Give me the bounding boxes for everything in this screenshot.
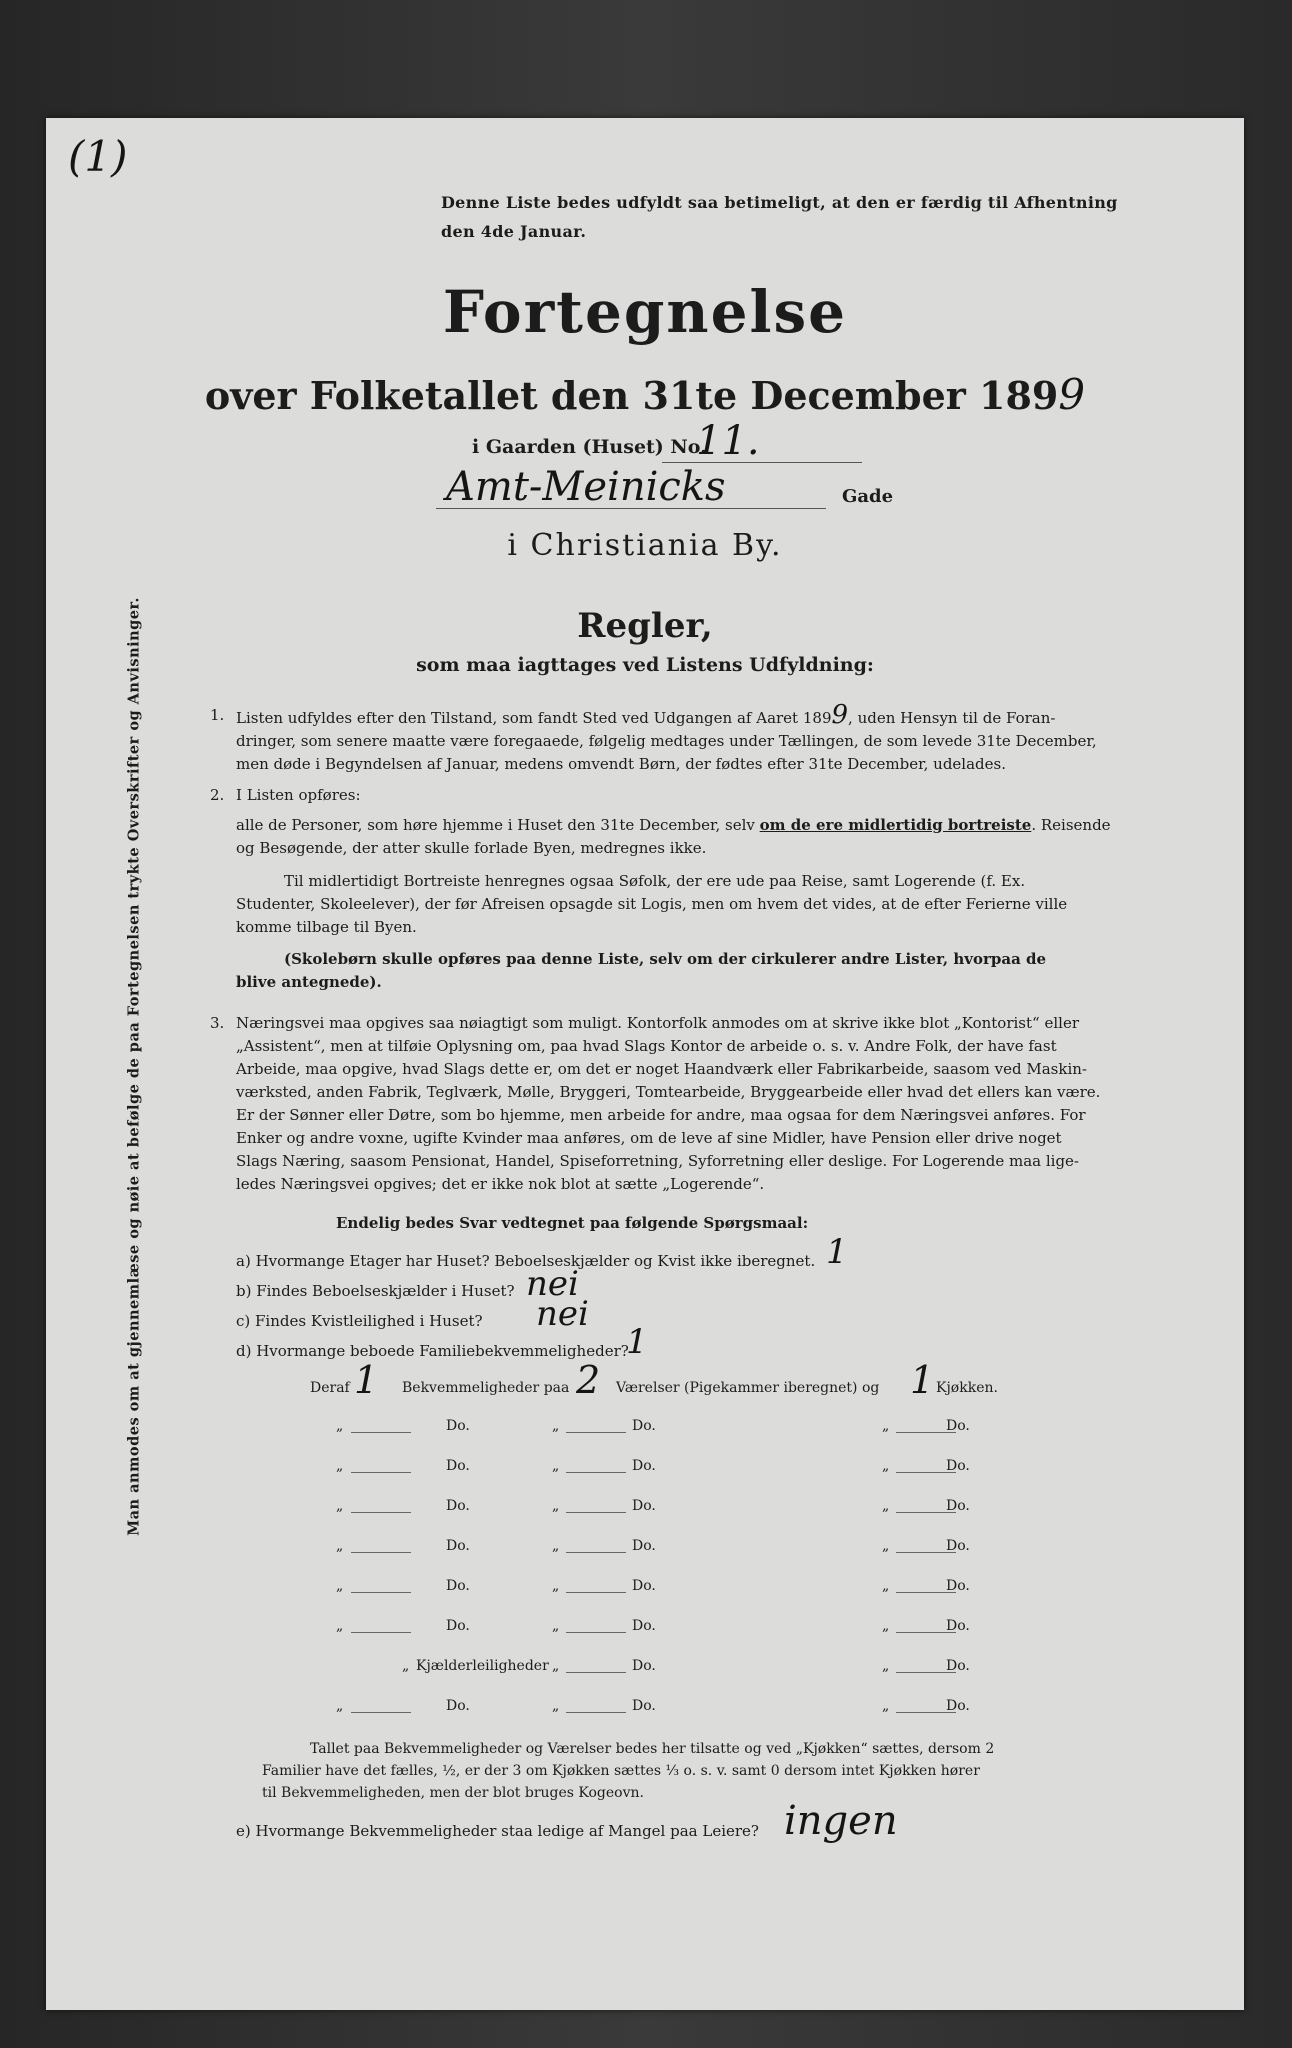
question-e-label: e) Hvormange Bekvemmeligheder staa ledige af Mangel paa Leiere? (236, 1822, 759, 1840)
rule-2-para2 (236, 870, 1136, 893)
quote-mark: „ (336, 1418, 344, 1434)
rule-2-head: I Listen opføres: (236, 786, 361, 804)
blank-line (566, 1552, 626, 1553)
blank-line (566, 1672, 626, 1673)
quote-mark: „ (552, 1498, 560, 1514)
ditto-mark: Do. (632, 1578, 656, 1594)
questions-intro: Endelig bedes Svar vedtegnet paa følgende Spørgsmaal: (336, 1214, 809, 1232)
ditto-mark: Do. (632, 1698, 656, 1714)
quote-mark: „ (552, 1538, 560, 1554)
rule-2-para3-line1: (Skolebørn skulle opføres paa denne Liste, selv om der cirkulerer andre Lister, hvorpaa de (284, 950, 1047, 968)
rule-3-line3: Arbeide, maa opgive, hvad Slags dette er, om det er noget Haandværk eller Fabrikarbeide, saasom ved Maskin- (236, 1060, 1087, 1078)
rule-2-number: 2. (210, 786, 225, 804)
quote-mark: „ (882, 1418, 890, 1434)
ditto-mark: Do. (446, 1458, 470, 1474)
quote-mark: „ (552, 1418, 560, 1434)
vaerelser-label: Værelser (Pigekammer iberegnet) og (616, 1380, 880, 1396)
ditto-mark: Do. (632, 1418, 656, 1434)
ditto-mark: Do. (946, 1538, 970, 1554)
quote-mark: „ (552, 1578, 560, 1594)
quote-mark: „ (552, 1698, 560, 1714)
question-a-answer: 1 (826, 1232, 848, 1272)
rule-1-text (236, 700, 1136, 776)
rule-2-p2-line3: komme tilbage til Byen. (236, 918, 417, 936)
question-b-label: b) Findes Beboelseskjælder i Huset? (236, 1282, 515, 1300)
bekvemmeligheder-label: Bekvemmeligheder paa (402, 1380, 570, 1396)
handwritten-street-name: Amt-Meinicks (446, 464, 726, 510)
rule-3-line4: værksted, anden Fabrik, Teglværk, Mølle, Bryggeri, Tomtearbeide, Bryggearbeide eller hvad det ellers kan være. (236, 1083, 1101, 1101)
deraf-handwritten: 1 (354, 1358, 379, 1402)
quote-mark: „ (552, 1458, 560, 1474)
question-e-answer: ingen (784, 1798, 898, 1844)
subtitle-prefix: over Folketallet den 31te December 189 (204, 373, 1059, 418)
quote-mark: „ (336, 1458, 344, 1474)
rules-heading: Regler, (577, 606, 713, 646)
vertical-side-instruction: Man anmodes om at gjennemlæse og nøie at befølge de paa Fortegnelsen trykte Overskrifter og Anvisninger. (125, 597, 143, 1536)
kjokken-handwritten: 1 (910, 1358, 935, 1402)
quote-mark: „ (882, 1698, 890, 1714)
question-b-answer: nei (526, 1264, 579, 1304)
rule-2-p2-line2: Studenter, Skoleelever), der før Afreisen opsagde sit Logis, men om hvem det vides, at de efter Ferierne ville (236, 895, 1068, 913)
blank-line (566, 1512, 626, 1513)
vaerelser-handwritten: 2 (576, 1358, 601, 1402)
blank-line (351, 1552, 411, 1553)
blank-line (351, 1472, 411, 1473)
ditto-mark: Do. (446, 1498, 470, 1514)
rule-3-line2: „Assistent“, men at tilføie Oplysning om, paa hvad Slags Kontor de arbeide o. s. v. Andre Folk, der have fast (236, 1037, 1057, 1055)
rule-2-line2: og Besøgende, der atter skulle forlade Byen, medregnes ikke. (236, 839, 707, 857)
rule-2-para3-line2: blive antegnede). (236, 973, 382, 991)
rule-3-line5: Er der Sønner eller Døtre, som bo hjemme, men arbeide for andre, maa ogsaa for dem Næringsvei anføres. For (236, 1106, 1086, 1124)
quote-mark: „ (336, 1578, 344, 1594)
rule-2-underlined: om de ere midlertidig bortreiste (759, 816, 1032, 834)
rule-2-para1 (236, 814, 1136, 860)
handwritten-house-number: 11. (696, 418, 760, 464)
quote-mark: „ (336, 1538, 344, 1554)
rules-subheading: som maa iagttages ved Listens Udfyldning: (416, 654, 874, 676)
blank-line (566, 1432, 626, 1433)
quote-mark: „ (882, 1618, 890, 1634)
rule-3-text (236, 1012, 1146, 1196)
rule-3-line7: Slags Næring, saasom Pensionat, Handel, Spiseforretning, Syforretning eller deslige. For Logerende maa lige- (236, 1152, 1080, 1170)
ditto-mark: Do. (946, 1458, 970, 1474)
city-line: i Christiania By. (507, 528, 783, 563)
footnote-line3: til Bekvemmeligheden, men der blot bruges Kogeovn. (262, 1785, 644, 1801)
quote-mark: „ (882, 1498, 890, 1514)
ditto-mark: Do. (446, 1578, 470, 1594)
footnote-line1: Tallet paa Bekvemmeligheder og Værelser bedes her tilsatte og ved „Kjøkken“ sættes, dersom 2 (310, 1741, 995, 1757)
ditto-mark: Do. (632, 1538, 656, 1554)
gade-label: Gade (842, 486, 894, 507)
blank-line (566, 1472, 626, 1473)
question-c-answer: nei (536, 1294, 589, 1334)
rule-1-line1a: Listen udfyldes efter den Tilstand, som fandt Sted ved Udgangen af Aaret 189 (236, 709, 832, 727)
ditto-mark: Do. (446, 1618, 470, 1634)
kjaelderleiligheder-label: Kjælderleiligheder (416, 1658, 549, 1674)
gaard-fill-line (662, 462, 862, 463)
ditto-mark: Do. (946, 1498, 970, 1514)
quote-mark: „ (402, 1658, 410, 1674)
form-title: Fortegnelse (442, 278, 848, 346)
quote-mark: „ (882, 1538, 890, 1554)
ditto-mark: Do. (946, 1418, 970, 1434)
question-a-label: a) Hvormange Etager har Huset? Beboelseskjælder og Kvist ikke iberegnet. (236, 1252, 816, 1270)
ditto-mark: Do. (446, 1418, 470, 1434)
rule-2-p2-line1: Til midlertidigt Bortreiste henregnes ogsaa Søfolk, der ere ude paa Reise, samt Logerende (f. Ex. (284, 872, 1026, 890)
ditto-mark: Do. (946, 1578, 970, 1594)
quote-mark: „ (882, 1658, 890, 1674)
blank-line (351, 1432, 411, 1433)
ditto-mark: Do. (446, 1698, 470, 1714)
rule-2-line1a: alle de Personer, som høre hjemme i Huset den 31te December, selv (236, 816, 760, 834)
question-d-answer: 1 (626, 1322, 648, 1362)
question-c-label: c) Findes Kvistleilighed i Huset? (236, 1312, 483, 1330)
deraf-label: Deraf (310, 1380, 350, 1396)
blank-line (351, 1712, 411, 1713)
rule-1-handwritten-digit: 9 (831, 700, 849, 730)
quote-mark: „ (882, 1578, 890, 1594)
census-form-page (46, 118, 1244, 2010)
rule-3-line6: Enker og andre voxne, ugifte Kvinder maa anføres, om de leve af sine Midler, have Pension eller drive noget (236, 1129, 1062, 1147)
ditto-mark: Do. (946, 1618, 970, 1634)
form-subtitle (46, 370, 1244, 419)
rule-3-line8: ledes Næringsvei opgives; det er ikke nok blot at sætte „Logerende“. (236, 1175, 765, 1193)
rule-3-number: 3. (210, 1014, 225, 1032)
rule-3-line1: Næringsvei maa opgives saa nøiagtigt som muligt. Kontorfolk anmodes om at skrive ikke blot „Kontorist“ eller (236, 1014, 1079, 1032)
rule-1-line1b: , uden Hensyn til de Foran- (848, 709, 1056, 727)
rule-2-line1b: . Reisende (1031, 816, 1111, 834)
ditto-mark: Do. (946, 1698, 970, 1714)
question-d-label: d) Hvormange beboede Familiebekvemmeligheder? (236, 1342, 629, 1360)
blank-line (566, 1592, 626, 1593)
quote-mark: „ (336, 1698, 344, 1714)
notice-text: Denne Liste bedes udfyldt saa betimeligt, at den er færdig til Afhentning den 4de Januar. (441, 193, 1118, 241)
rule-2-para2-cont (236, 893, 1136, 939)
blank-line (351, 1632, 411, 1633)
ditto-mark: Do. (946, 1658, 970, 1674)
quote-mark: „ (336, 1618, 344, 1634)
quote-mark: „ (552, 1658, 560, 1674)
ditto-mark: Do. (632, 1458, 656, 1474)
footnote-line2: Familier have det fælles, ½, er der 3 om Kjøkken sættes ⅓ o. s. v. samt 0 dersom intet Kjøkken hører (262, 1763, 980, 1779)
ditto-mark: Do. (632, 1658, 656, 1674)
blank-line (566, 1712, 626, 1713)
quote-mark: „ (882, 1458, 890, 1474)
ditto-mark: Do. (632, 1498, 656, 1514)
blank-line (351, 1512, 411, 1513)
gaard-label: i Gaarden (Huset) No. (472, 436, 707, 458)
corner-mark: (1) (68, 132, 128, 181)
rule-1-line2: dringer, som senere maatte være foregaaede, følgelig medtages under Tællingen, de som levede 31te December, (236, 732, 1097, 750)
ditto-mark: Do. (632, 1618, 656, 1634)
rule-1-number: 1. (210, 706, 225, 724)
quote-mark: „ (336, 1498, 344, 1514)
quote-mark: „ (552, 1618, 560, 1634)
handwritten-year-digit: 9 (1058, 370, 1086, 419)
kjokken-label: Kjøkken. (936, 1380, 998, 1396)
rule-1-line3: men døde i Begyndelsen af Januar, medens omvendt Børn, der fødtes efter 31te December, udelades. (236, 755, 1006, 773)
blank-line (351, 1592, 411, 1593)
ditto-mark: Do. (446, 1538, 470, 1554)
blank-line (566, 1632, 626, 1633)
